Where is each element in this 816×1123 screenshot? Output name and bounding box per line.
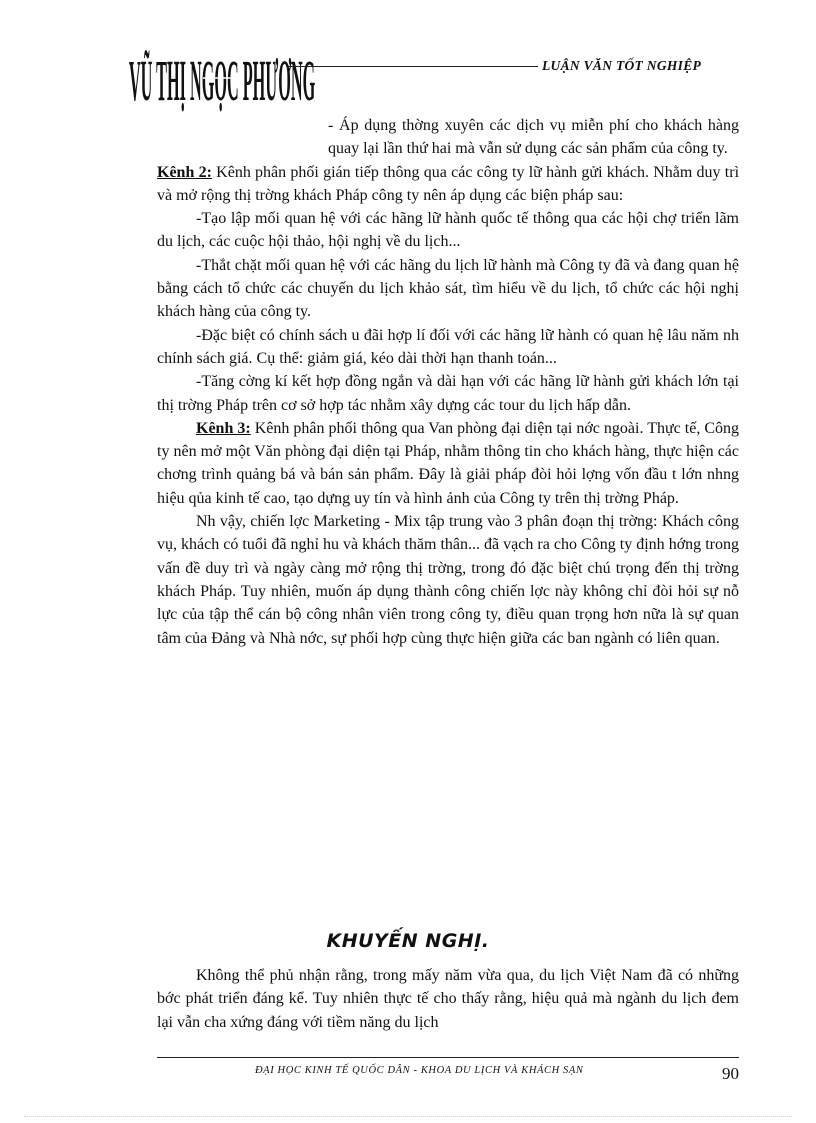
- channel-2-label: Kênh 2:: [157, 163, 212, 181]
- channel-2-text: Kênh phân phối gián tiếp thông qua các công ty lữ hành gửi khách. Nhằm duy trì và mở rộng thị trờng khách Pháp công ty nên áp dụng các biện pháp sau:: [157, 163, 740, 204]
- author-logo-text: VŨ THỊ NGỌC PHƯƠNG: [128, 49, 316, 114]
- footer-text: ĐẠI HỌC KINH TẾ QUỐC DÂN - KHOA DU LỊCH VÀ KHÁCH SẠN: [255, 1065, 584, 1076]
- bullet-tighten: -Thắt chặt mối quan hệ với các hãng du lịch lữ hành mà Công ty đã và đang quan hệ bằng cách tổ chức các chuyến du lịch khảo sát, tìm hiểu về du lịch, tổ chức các hội nghị khách hàng của công ty.: [157, 256, 739, 321]
- bullet-policy: -Đặc biệt có chính sách u đãi hợp lí đối với các hãng lữ hành có quan hệ lâu năm nh chính sách giá. Cụ thể: giảm giá, kéo dài thời hạn thanh toán...: [157, 326, 739, 367]
- bullet-relations: -Tạo lập mối quan hệ với các hãng lữ hành quốc tế thông qua các hội chợ triển lãm du lịch, các cuộc hội thảo, hội nghị về du lịch...: [157, 210, 739, 251]
- paragraph-recommendation: Không thể phủ nhận rằng, trong mấy năm vừa qua, du lịch Việt Nam đã có những bớc phát triển đáng kể. Tuy nhiên thực tế cho thấy rằng, hiệu quả mà ngành du lịch đem lại vẫn cha xứng đáng với tiềm năng du lịch: [157, 967, 739, 1031]
- bullet-contracts: -Tăng cờng kí kết hợp đồng ngắn và dài hạn với các hãng lữ hành gửi khách lớn tại thị trờng Pháp trên cơ sở hợp tác nhằm xây dựng các tour du lịch hấp dẫn.: [157, 373, 739, 414]
- channel-3-label: Kênh 3:: [196, 419, 251, 437]
- paragraph-summary: Nh vậy, chiến lợc Marketing - Mix tập trung vào 3 phân đoạn thị trờng: Khách công vụ, khách có tuổi đã nghỉ hu và khách thăm thân... đã vạch ra cho Công ty định hớng trong vấn đề duy trì và ngày càng mở rộng thị trờng, trong đó đặc biệt chú trọng đến thị trờng khách Pháp. Tuy nhiên, muốn áp dụng thành công chiến lợc này không chỉ đòi hỏi sự nỗ lực của tập thể cán bộ công nhân viên trong công ty, điều quan trọng hơn nữa là sự quan tâm của Đảng và Nhà nớc, sự phối hợp cùng thực hiện giữa các ban ngành có liên quan.: [157, 513, 739, 647]
- author-logo: [128, 42, 316, 118]
- paragraph-channel-2: [157, 161, 739, 208]
- page-number: 90: [722, 1064, 739, 1083]
- footer-rule: [157, 1057, 739, 1058]
- header-title: LUẬN VĂN TỐT NGHIỆP: [542, 58, 702, 73]
- paragraph-channel-3: [157, 417, 739, 510]
- section-heading: KHUYẾN NGHỊ.: [326, 930, 490, 952]
- paragraph-free-services: - Áp dụng thờng xuyên các dịch vụ miễn phí cho khách hàng quay lại lần thứ hai mà vẫn sử dụng các sản phẩm của công ty.: [328, 117, 739, 158]
- channel-3-text: Kênh phân phối thông qua Van phòng đại diện tại nớc ngoài. Thực tế, Công ty nên mở một Văn phòng đại diện tại Pháp, nhằm thông tin cho khách hàng, thực hiện các chơng trình quảng bá và bán sản phẩm. Đây là giải pháp đòi hỏi lợng vốn đầu t lớn nhng hiệu qủa kinh tế cao, tạo dựng uy tín và hình ảnh của Công ty trên thị trờng Pháp.: [157, 419, 740, 507]
- page-edge: [24, 1116, 792, 1117]
- body-text: [157, 114, 739, 650]
- header-rule: [286, 66, 538, 67]
